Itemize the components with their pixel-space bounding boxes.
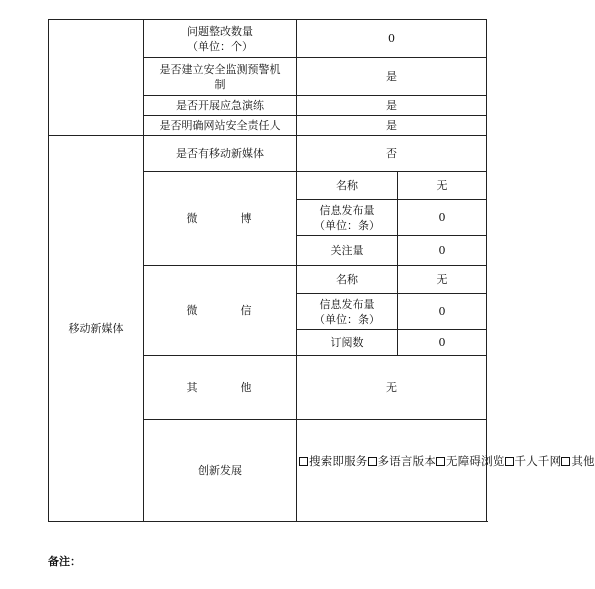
innovation-option-label: 搜索即服务 (309, 454, 368, 468)
innovation-option[interactable] (561, 454, 594, 468)
wechat-posts-unit: （单位：条） (314, 312, 380, 326)
weibo-posts-label-text: 信息发布量 (319, 203, 375, 217)
rectify-count-unit: （单位：个） (187, 39, 253, 53)
innovation-option[interactable] (368, 454, 437, 468)
responsibility-label: 是否明确网站安全责任人 (144, 116, 297, 136)
blank-section-cell (49, 20, 144, 136)
innovation-option[interactable] (299, 454, 368, 468)
wechat-label: 微 信 (144, 266, 297, 356)
other-label: 其 他 (144, 356, 297, 420)
innovation-checkbox-list (299, 454, 595, 469)
weibo-posts-value: 0 (398, 200, 487, 236)
weibo-followers-value: 0 (398, 236, 487, 266)
checkbox-icon[interactable] (561, 457, 570, 466)
has-mobile-label: 是否有移动新媒体 (144, 136, 297, 172)
responsibility-value: 是 (297, 116, 487, 136)
weibo-followers-label: 关注量 (297, 236, 398, 266)
rectify-count-label-text: 问题整改数量 (187, 24, 253, 38)
weibo-label: 微 博 (144, 172, 297, 266)
weibo-posts-unit: （单位：条） (314, 218, 380, 232)
innovation-option[interactable] (436, 454, 505, 468)
innovation-option-label: 千人千网 (514, 454, 562, 468)
weibo-name-label: 名称 (297, 172, 398, 200)
wechat-posts-value: 0 (398, 294, 487, 330)
mobile-media-section-label: 移动新媒体 (49, 136, 144, 522)
wechat-name-label: 名称 (297, 266, 398, 294)
weibo-name-value: 无 (398, 172, 487, 200)
innovation-options (297, 420, 595, 522)
innovation-option-label: 无障碍浏览 (446, 454, 505, 468)
wechat-posts-label (297, 294, 398, 330)
innovation-option-label: 其他 (571, 454, 595, 468)
drill-label: 是否开展应急演练 (144, 96, 297, 116)
wechat-name-value: 无 (398, 266, 487, 294)
innovation-option-label: 多语言版本 (377, 454, 436, 468)
innovation-option[interactable] (505, 454, 562, 468)
wechat-posts-label-text: 信息发布量 (319, 297, 375, 311)
row-has-mobile (49, 136, 487, 172)
drill-value: 是 (297, 96, 487, 116)
monitoring-label (144, 58, 297, 96)
wechat-subscribers-label: 订阅数 (297, 330, 398, 356)
has-mobile-value: 否 (297, 136, 487, 172)
monitoring-label-text: 是否建立安全监测预警机制 (159, 62, 281, 91)
row-rectify-count (49, 20, 487, 58)
checkbox-icon[interactable] (436, 457, 445, 466)
rectify-count-label (144, 20, 297, 58)
innovation-section-label: 创新发展 (144, 420, 297, 522)
checkbox-icon[interactable] (299, 457, 308, 466)
monitoring-value: 是 (297, 58, 487, 96)
checkbox-icon[interactable] (505, 457, 514, 466)
wechat-subscribers-value: 0 (398, 330, 487, 356)
note-label: 备注： (48, 555, 81, 568)
checkbox-icon[interactable] (368, 457, 377, 466)
other-value: 无 (297, 356, 487, 420)
weibo-posts-label (297, 200, 398, 236)
report-table (48, 19, 595, 522)
rectify-count-value: 0 (297, 20, 487, 58)
